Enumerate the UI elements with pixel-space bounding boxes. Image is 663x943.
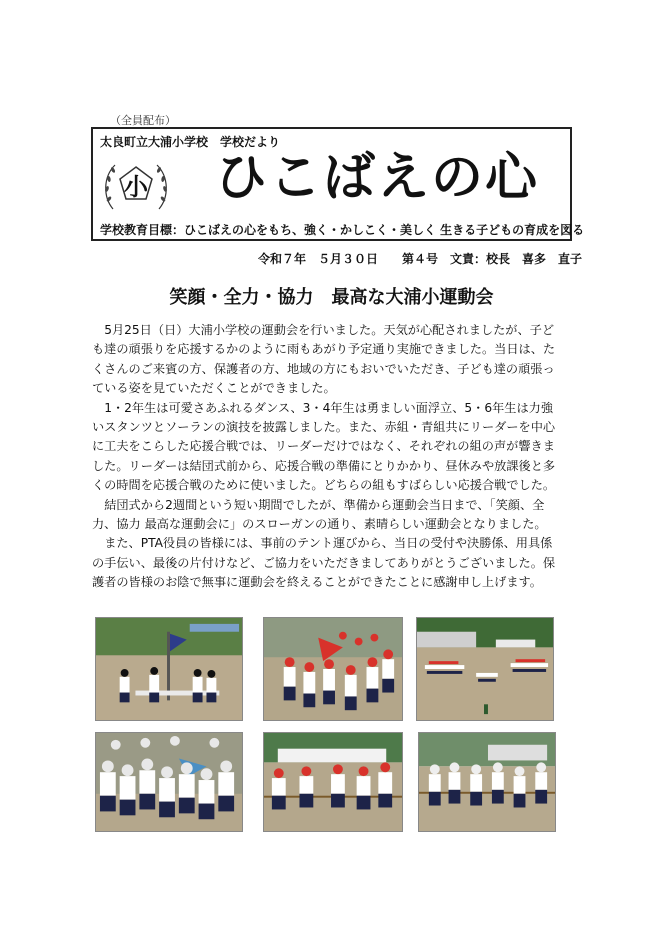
tug-of-war-photo <box>418 732 556 832</box>
article-headline: 笑顔・全力・協力 最高な大浦小運動会 <box>169 287 494 308</box>
school-motto: 学校教育目標：ひこばえの心をもち、強く・かしこく・美しく 生きる子どもの育成を図る <box>100 223 585 237</box>
article-body <box>92 321 564 593</box>
distribution-note: （全員配布） <box>110 114 176 127</box>
tug-of-war-photo <box>263 732 403 832</box>
newsletter-title: ひこばえの心 <box>215 148 540 208</box>
paragraph: 結団式から2週間という短い期間でしたが、準備から運動会当日まで、「笑顔、全力、協力 最高な運動会に」のスローガンの通り、素晴らしい運動会となりました。 <box>92 497 547 532</box>
paragraph: また、PTA役員の皆様には、事前のテント運びから、当日の受付や決勝係、用具係の手伝い、最後の片付けなど、ご協力をいただきましてありがとうございました。保護者の皆様のお陰で無事に運動会を終えることができたことに感謝申し上げます。 <box>92 536 556 590</box>
issue-info: 令和７年 ５月３０日 第４号 文責：校長 喜多 直子 <box>258 252 583 266</box>
school-emblem-icon <box>101 159 171 217</box>
paragraph: 5月25日（日）大浦小学校の運動会を行いました。天気が心配されましたが、子ども達の頑張りを応援するかのように雨もあがり予定通り実施できました。当日は、たくさんのご来賓の方、保護者の方、地域の方にもおいでいただき、子ども達の頑張っている姿を見ていただくことができました。 <box>92 323 556 396</box>
sports-day-photo <box>416 617 554 721</box>
sports-day-photo <box>95 732 243 832</box>
sports-day-photo <box>263 617 403 721</box>
school-name: 太良町立大浦小学校 学校だより <box>100 135 281 149</box>
emblem-char: 小 <box>124 173 148 201</box>
masthead <box>91 127 585 241</box>
paragraph: 1・2年生は可愛さあふれるダンス、3・4年生は勇ましい面浮立、5・6年生は力強いスタンツとソーランの演技を披露しました。また、赤組・青組共にリーダーを中心に工夫をこらした応援合戦では、リーダーだけではなく、それぞれの組の声が響きました。リーダーは結団式前から、応援合戦の準備にとりかかり、昼休みや放課後と多くの時間を応援合戦のために使いました。どちらの組もすばらしい応援合戦でした。 <box>92 400 556 493</box>
sports-day-photo <box>95 617 243 721</box>
